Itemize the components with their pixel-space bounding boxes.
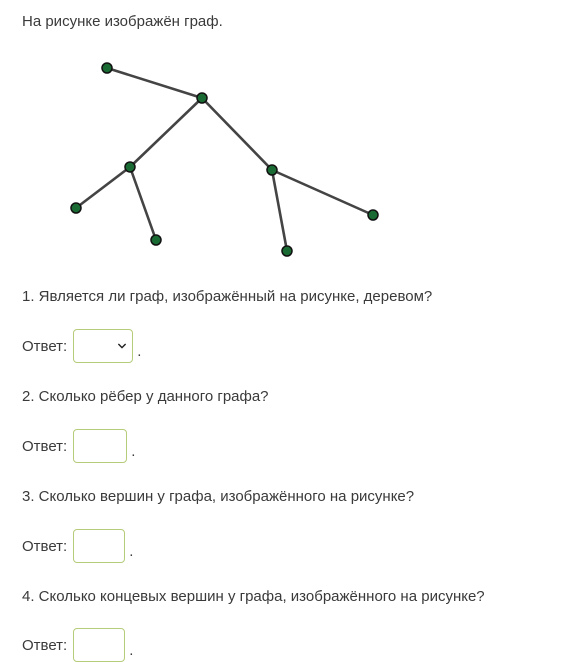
answer-period: . [129, 641, 134, 659]
answer-2-input[interactable] [73, 429, 127, 463]
graph-vertex [151, 235, 161, 245]
graph-edge [130, 98, 202, 167]
graph-edge [202, 98, 272, 170]
graph-vertex [267, 165, 277, 175]
graph-vertex [197, 93, 207, 103]
graph-edge [272, 170, 373, 215]
graph-vertex [125, 162, 135, 172]
answer-period: . [137, 342, 142, 360]
question-3: 3. Сколько вершин у графа, изображённого на рисунке? [22, 488, 415, 505]
graph-edge [76, 167, 130, 208]
graph-vertex [71, 203, 81, 213]
graph-edge [107, 68, 202, 98]
answer-row-3 [22, 529, 133, 563]
answer-row-1 [22, 329, 141, 363]
graph-vertex [368, 210, 378, 220]
answer-period: . [131, 442, 136, 460]
graph-edge [130, 167, 156, 240]
answer-4-input[interactable] [73, 628, 125, 662]
answer-3-input[interactable] [73, 529, 125, 563]
graph-vertex [282, 246, 292, 256]
answer-label: Ответ: [22, 636, 68, 654]
answer-label: Ответ: [22, 537, 68, 555]
answer-label: Ответ: [22, 437, 68, 455]
answer-1-select[interactable] [73, 329, 133, 363]
graph-vertex [102, 63, 112, 73]
question-4: 4. Сколько концевых вершин у графа, изображённого на рисунке? [22, 588, 485, 605]
answer-period: . [129, 542, 134, 560]
intro-text: На рисунке изображён граф. [22, 13, 223, 30]
question-2: 2. Сколько рёбер у данного графа? [22, 388, 269, 405]
chevron-down-icon [118, 342, 126, 350]
graph-edge [272, 170, 287, 251]
answer-row-2 [22, 429, 135, 463]
graph-figure [0, 0, 562, 270]
answer-row-4 [22, 628, 133, 662]
answer-label: Ответ: [22, 337, 68, 355]
question-1: 1. Является ли граф, изображённый на рисунке, деревом? [22, 288, 433, 305]
